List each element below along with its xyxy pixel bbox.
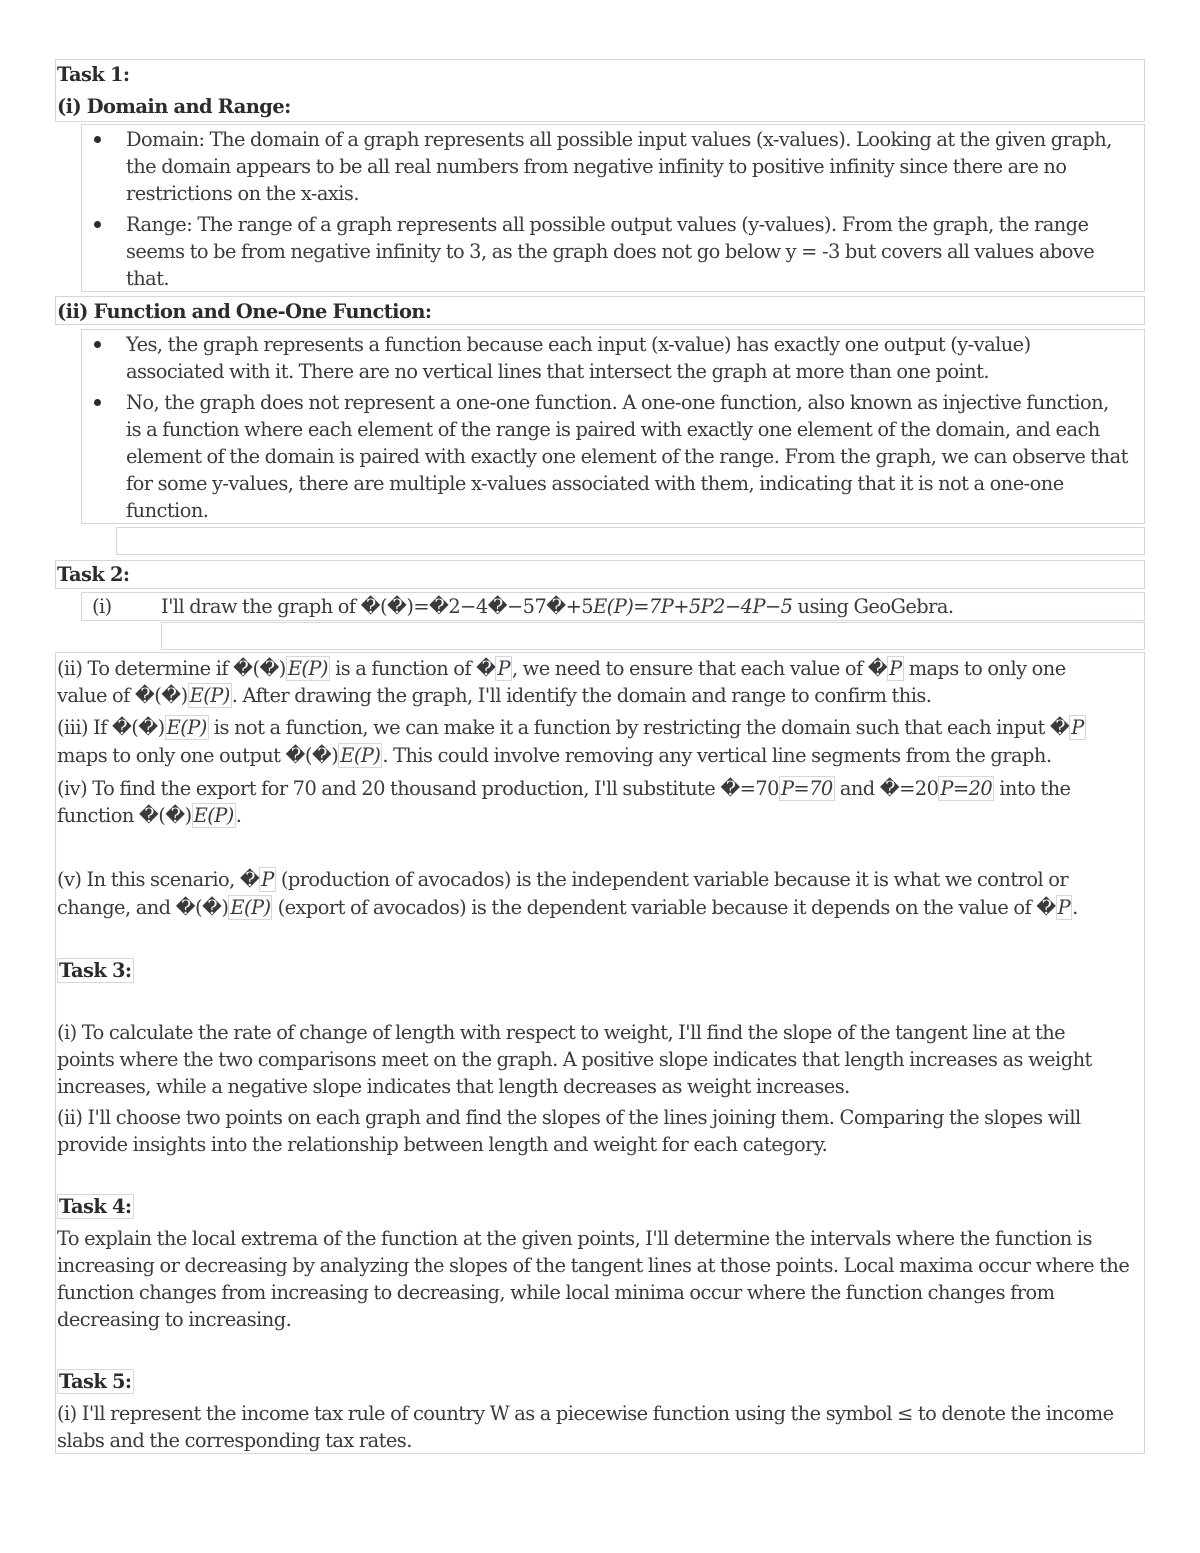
- task2-empty-box: [161, 622, 1145, 650]
- task2-v-line-1: (v) In this scenario, � P (production of avocados) is the independent variable because it is what we control or: [57, 868, 1069, 891]
- task3-line-4: (ii) I'll choose two points on each graph and find the slopes of the lines joining them. Comparing the slopes will: [57, 1106, 1081, 1129]
- bullet-icon: [94, 221, 101, 228]
- task2-ii-line-2: value of �(�) E(P) . After drawing the graph, I'll identify the domain and range to confirm this.: [57, 684, 932, 707]
- domain-line-1: Domain: The domain of a graph represents all possible input values (x-values). Looking at the given graph,: [126, 128, 1112, 151]
- task3-line-2: points where the two comparisons meet on the graph. A positive slope indicates that length increases as weight: [57, 1048, 1092, 1071]
- domain-range-heading: (i) Domain and Range:: [57, 95, 291, 118]
- task4-line-4: decreasing to increasing.: [57, 1308, 292, 1331]
- oneone-line-1: No, the graph does not represent a one-one function. A one-one function, also known as injective function,: [126, 391, 1109, 414]
- function-heading: (ii) Function and One-One Function:: [57, 300, 432, 323]
- task3-line-1: (i) To calculate the rate of change of length with respect to weight, I'll find the slope of the tangent line at the: [57, 1021, 1066, 1044]
- task5-line-1: (i) I'll represent the income tax rule of country W as a piecewise function using the symbol ≤ to denote the income: [57, 1402, 1114, 1425]
- oneone-line-2: is a function where each element of the range is paired with exactly one element of the domain, and each: [126, 418, 1100, 441]
- task3-line-3: increases, while a negative slope indicates that length decreases as weight increases.: [57, 1075, 850, 1098]
- bullet-icon: [94, 399, 101, 406]
- task1-heading: Task 1:: [57, 63, 130, 86]
- oneone-line-5: function.: [126, 499, 209, 522]
- task4-line-1: To explain the local extrema of the function at the given points, I'll determine the intervals where the function is: [57, 1227, 1092, 1250]
- task2-item1-number: (i): [92, 595, 112, 618]
- range-line-2: seems to be from negative infinity to 3, as the graph does not go below y = -3 but covers all values above: [126, 240, 1095, 263]
- task4-line-3: function changes from increasing to decreasing, while local minima occur where the function changes from: [57, 1281, 1055, 1304]
- oneone-line-3: element of the domain is paired with exactly one element of the range. From the graph, we can observe that: [126, 445, 1128, 468]
- task2-iii-line-2: maps to only one output �(�) E(P) . This could involve removing any vertical line segments from the graph.: [57, 744, 1052, 767]
- task2-heading: Task 2:: [57, 563, 130, 586]
- task5-line-2: slabs and the corresponding tax rates.: [57, 1429, 412, 1452]
- task2-ii-line-1: (ii) To determine if �(�) E(P) is a function of � P , we need to ensure that each value of � P maps to only one: [57, 657, 1066, 680]
- bullet-icon: [94, 341, 101, 348]
- bullet-icon: [94, 136, 101, 143]
- task2-iv-line-1: (iv) To find the export for 70 and 20 thousand production, I'll substitute �=70 P=70 and �=20 P=20 into the: [57, 777, 1071, 800]
- task2-iii-line-1: (iii) If �(�) E(P) is not a function, we can make it a function by restricting the domain such that each input � P: [57, 716, 1084, 739]
- range-line-1: Range: The range of a graph represents all possible output values (y-values). From the graph, the range: [126, 213, 1089, 236]
- task4-line-2: increasing or decreasing by analyzing the slopes of the tangent lines at those points. Local maxima occur where the: [57, 1254, 1130, 1277]
- task4-heading: Task 4:: [59, 1195, 132, 1218]
- domain-line-2: the domain appears to be all real numbers from negative infinity to positive infinity since there are no: [126, 155, 1067, 178]
- task3-line-5: provide insights into the relationship between length and weight for each category.: [57, 1133, 828, 1156]
- task3-heading: Task 3:: [59, 959, 132, 982]
- oneone-line-4: for some y-values, there are multiple x-values associated with them, indicating that it is not a one-one: [126, 472, 1064, 495]
- task2-item1-text: I'll draw the graph of �(�)=�2−4�−57�+5E(P)=7P+5P2−4P−5 using GeoGebra.: [161, 595, 954, 618]
- task2-iv-line-2: function �(�) E(P) .: [57, 804, 242, 827]
- function-line-1: Yes, the graph represents a function because each input (x-value) has exactly one output (y-value): [126, 333, 1031, 356]
- domain-line-3: restrictions on the x-axis.: [126, 182, 359, 205]
- empty-paragraph-box: [116, 527, 1145, 555]
- task5-heading: Task 5:: [59, 1370, 132, 1393]
- task2-heading-box: [55, 560, 1145, 589]
- task2-v-line-2: change, and �(�) E(P) (export of avocados) is the dependent variable because it depends on the value of � P .: [57, 896, 1078, 919]
- function-line-2: associated with it. There are no vertical lines that intersect the graph at more than one point.: [126, 360, 989, 383]
- range-line-3: that.: [126, 267, 170, 290]
